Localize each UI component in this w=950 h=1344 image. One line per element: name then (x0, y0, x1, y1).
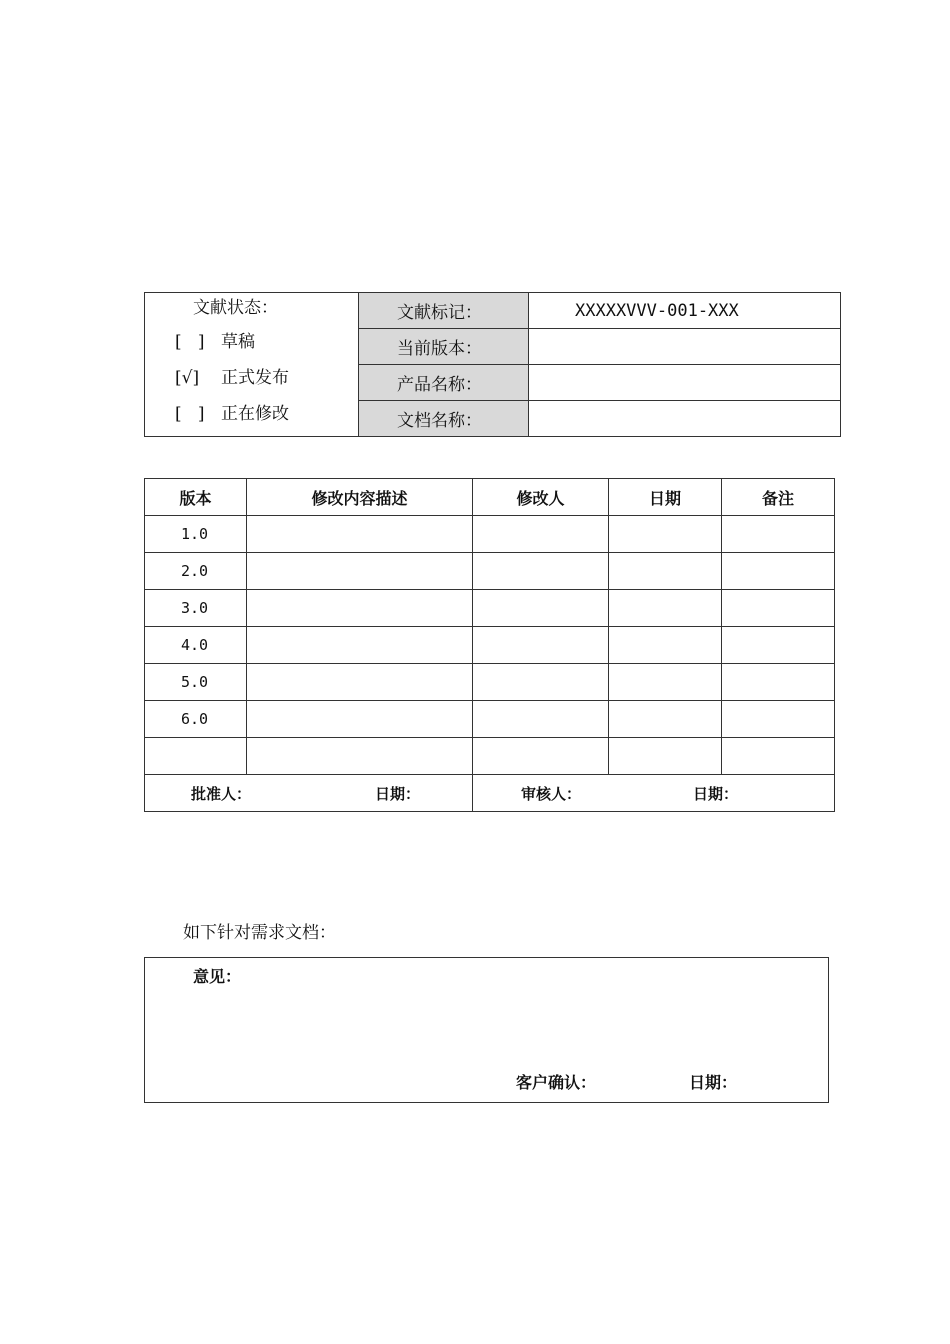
modifier-cell[interactable] (473, 627, 609, 664)
customer-confirm-label: 客户确认： (516, 1073, 597, 1092)
description-cell[interactable] (247, 590, 473, 627)
date-cell[interactable] (609, 553, 722, 590)
checkbox[interactable]: [ ] (175, 404, 205, 424)
version-cell: 6.0 (145, 701, 247, 738)
description-cell[interactable] (247, 553, 473, 590)
modifier-cell[interactable] (473, 590, 609, 627)
description-cell[interactable] (247, 738, 473, 775)
date-cell[interactable] (609, 627, 722, 664)
description-cell[interactable] (247, 516, 473, 553)
date-cell[interactable] (609, 590, 722, 627)
checkbox[interactable]: [√] (175, 368, 200, 388)
approver-label: 批准人： (191, 785, 252, 803)
table-row (145, 516, 835, 553)
product-name-value[interactable] (529, 365, 841, 401)
revision-header-row (145, 479, 835, 516)
date-cell[interactable] (609, 701, 722, 738)
header-modifier: 修改人 (473, 479, 609, 516)
remark-cell[interactable] (722, 553, 835, 590)
current-version-value[interactable] (529, 329, 841, 365)
remark-cell[interactable] (722, 664, 835, 701)
description-cell[interactable] (247, 627, 473, 664)
table-row (145, 553, 835, 590)
info-row (145, 293, 841, 329)
version-cell: 2.0 (145, 553, 247, 590)
date-cell[interactable] (609, 516, 722, 553)
modifier-cell[interactable] (473, 553, 609, 590)
intro-text: 如下针对需求文档： (183, 923, 336, 943)
table-row (145, 627, 835, 664)
document-info-table (144, 292, 841, 437)
modifier-cell[interactable] (473, 738, 609, 775)
modifier-cell[interactable] (473, 701, 609, 738)
date-cell[interactable] (609, 738, 722, 775)
table-row (145, 738, 835, 775)
approve-date-label: 日期： (375, 785, 421, 803)
header-version: 版本 (145, 479, 247, 516)
product-name-label: 产品名称： (359, 365, 529, 401)
remark-cell[interactable] (722, 516, 835, 553)
status-label: 正式发布 (221, 368, 289, 388)
revision-history-table (144, 478, 835, 812)
document-name-value[interactable] (529, 401, 841, 437)
approval-cell[interactable] (145, 775, 473, 812)
version-cell: 4.0 (145, 627, 247, 664)
remark-cell[interactable] (722, 627, 835, 664)
version-cell: 3.0 (145, 590, 247, 627)
reviewer-label: 审核人： (521, 785, 582, 803)
table-row (145, 664, 835, 701)
modifier-cell[interactable] (473, 664, 609, 701)
opinion-date-label: 日期： (689, 1073, 738, 1092)
header-description: 修改内容描述 (247, 479, 473, 516)
header-remark: 备注 (722, 479, 835, 516)
opinion-label: 意见： (193, 967, 242, 986)
modifier-cell[interactable] (473, 516, 609, 553)
status-title: 文献状态： (193, 298, 278, 318)
status-option-published[interactable] (175, 363, 358, 399)
document-name-label: 文档名称： (359, 401, 529, 437)
version-cell: 5.0 (145, 664, 247, 701)
version-cell: 1.0 (145, 516, 247, 553)
description-cell[interactable] (247, 664, 473, 701)
status-label: 正在修改 (221, 404, 289, 424)
document-mark-value[interactable]: XXXXXVVV-001-XXX (529, 293, 841, 329)
review-cell[interactable] (473, 775, 835, 812)
document-mark-label: 文献标记： (359, 293, 529, 329)
table-row (145, 701, 835, 738)
remark-cell[interactable] (722, 701, 835, 738)
signature-row (145, 775, 835, 812)
remark-cell[interactable] (722, 590, 835, 627)
document-status-cell (145, 293, 359, 437)
opinion-box[interactable] (144, 957, 829, 1103)
table-row (145, 590, 835, 627)
status-option-draft[interactable] (175, 327, 358, 363)
status-label: 草稿 (221, 332, 255, 352)
checkbox[interactable]: [ ] (175, 332, 205, 352)
remark-cell[interactable] (722, 738, 835, 775)
current-version-label: 当前版本： (359, 329, 529, 365)
status-option-revising[interactable] (175, 399, 358, 435)
version-cell (145, 738, 247, 775)
description-cell[interactable] (247, 701, 473, 738)
review-date-label: 日期： (693, 785, 739, 803)
header-date: 日期 (609, 479, 722, 516)
date-cell[interactable] (609, 664, 722, 701)
